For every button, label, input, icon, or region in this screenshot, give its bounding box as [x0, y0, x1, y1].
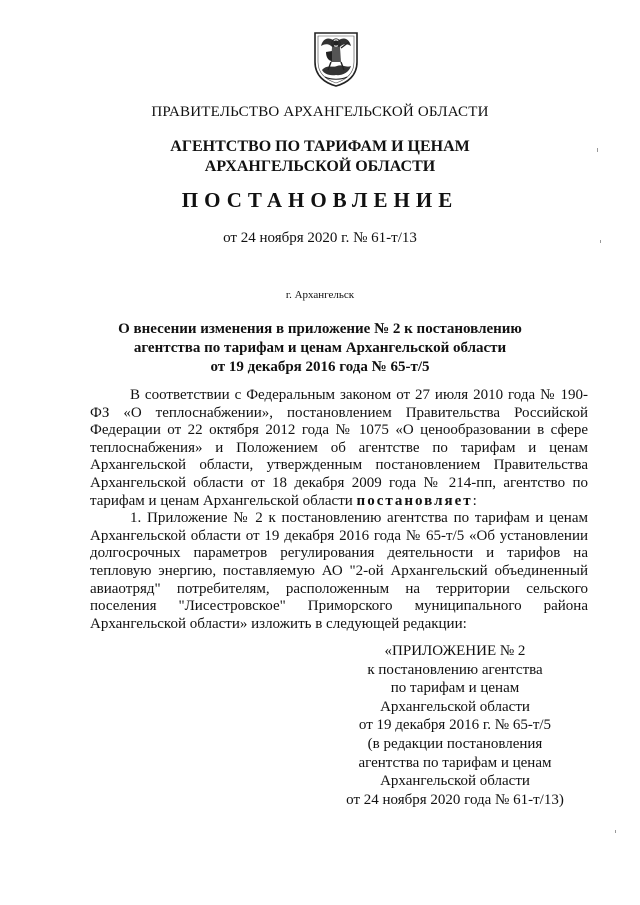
scan-speck [600, 240, 601, 243]
document-date-number: от 24 ноября 2020 г. № 61-т/13 [223, 230, 417, 246]
scan-speck [597, 148, 598, 152]
document-body [90, 387, 588, 633]
agency-title [0, 137, 640, 177]
agency-title-line2: АРХАНГЕЛЬСКОЙ ОБЛАСТИ [204, 158, 436, 175]
subject-line2: агентства по тарифам и ценам Архангельской области [133, 340, 507, 356]
subject-line3: от 19 декабря 2016 года № 65-т/5 [210, 359, 430, 375]
appendix-header [330, 642, 580, 809]
document-city: г. Архангельск [285, 289, 355, 301]
appendix-line: от 24 ноября 2020 года № 61-т/13) [346, 791, 564, 808]
scan-speck [615, 830, 616, 833]
coat-of-arms-icon [311, 30, 361, 88]
government-title: ПРАВИТЕЛЬСТВО АРХАНГЕЛЬСКОЙ ОБЛАСТИ [151, 104, 489, 120]
appendix-line: от 19 декабря 2016 г. № 65-т/5 [358, 717, 552, 734]
appendix-line: к постановлению агентства [367, 661, 543, 678]
decides-colon: : [472, 492, 477, 509]
preamble-text: В соответствии с Федеральным законом от 27 июля 2010 года № 190-ФЗ «О теплоснабжении», постановлением Правительства Российской Федерации от 22 октября 2012 года № 1075 «О ценообразовании в сфере теплоснабжения» и Положением об агентстве по тарифам и ценам Архангельской области, утвержденным постановлением Правительства Архангельской области от 18 декабря 2009 года № 214-пп, агентство по тарифам и ценам Архангельской области [90, 387, 588, 509]
appendix-line: Архангельской области [380, 698, 530, 715]
preamble-paragraph [90, 387, 588, 510]
appendix-line: по тарифам и ценам [390, 680, 520, 697]
subject-line1: О внесении изменения в приложение № 2 к постановлению [118, 321, 522, 337]
item1-paragraph: 1. Приложение № 2 к постановлению агентства по тарифам и ценам Архангельской области от 19 декабря 2016 года № 65-т/5 «Об установлении долгосрочных параметров регулирования деятельности и тарифов на тепловую энергию, поставляемую АО "2-ой Архангельский объединенный авиаотряд" потребителям, расположенным на территории сельского поселения "Лисестровское" Приморского муниципального района Архангельской области» изложить в следующей редакции: [90, 510, 588, 632]
decides-word: постановляет [356, 492, 473, 509]
appendix-line: «ПРИЛОЖЕНИЕ № 2 [384, 643, 526, 659]
appendix-line: Архангельской области [380, 773, 530, 790]
document-type: ПОСТАНОВЛЕНИЕ [181, 188, 459, 212]
appendix-line: агентства по тарифам и ценам [358, 754, 552, 771]
appendix-line: (в редакции постановления [367, 735, 543, 752]
document-subject [0, 320, 640, 377]
agency-title-line1: АГЕНТСТВО ПО ТАРИФАМ И ЦЕНАМ [170, 138, 470, 155]
